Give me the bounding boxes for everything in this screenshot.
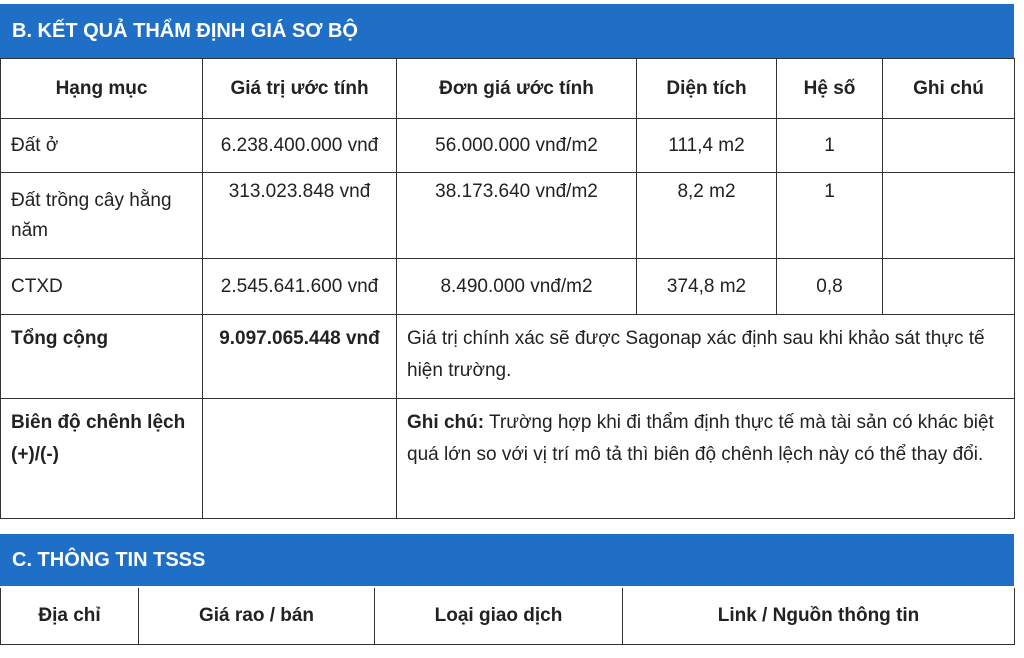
col-header-unit-price: Đơn giá ước tính xyxy=(397,59,637,119)
comparable-assets-table xyxy=(0,588,1015,645)
total-label: Tổng cộng xyxy=(1,315,203,399)
cell-item: Đất trồng cây hằng năm xyxy=(1,173,203,259)
col-header-transaction-type: Loại giao dịch xyxy=(375,588,623,644)
total-value: 9.097.065.448 vnđ xyxy=(203,315,397,399)
range-note xyxy=(397,399,1015,519)
total-description: Giá trị chính xác sẽ được Sagonap xác định sau khi khảo sát thực tế hiện trường. xyxy=(397,315,1015,399)
cell-unit-price: 56.000.000 vnđ/m2 xyxy=(397,119,637,173)
cell-coef: 1 xyxy=(777,173,883,259)
table-row xyxy=(1,119,1015,173)
cell-unit-price: 38.173.640 vnđ/m2 xyxy=(397,173,637,259)
cell-note xyxy=(883,173,1015,259)
range-note-label: Ghi chú: xyxy=(407,412,485,433)
valuation-table xyxy=(0,58,1015,519)
section-b-title: B. KẾT QUẢ THẨM ĐỊNH GIÁ SƠ BỘ xyxy=(12,19,358,42)
section-c-header xyxy=(0,534,1014,586)
cell-area: 374,8 m2 xyxy=(637,259,777,315)
cell-unit-price: 8.490.000 vnđ/m2 xyxy=(397,259,637,315)
cell-coef: 0,8 xyxy=(777,259,883,315)
col-header-source: Link / Nguồn thông tin xyxy=(623,588,1015,644)
col-header-value: Giá trị ước tính xyxy=(203,59,397,119)
col-header-item: Hạng mục xyxy=(1,59,203,119)
range-note-text: Trường hợp khi đi thẩm định thực tế mà tài sản có khác biệt quá lớn so với vị trí mô tả thì biên độ chênh lệch này có thể thay đổi. xyxy=(407,412,994,465)
cell-area: 111,4 m2 xyxy=(637,119,777,173)
cell-coef: 1 xyxy=(777,119,883,173)
section-c-title: C. THÔNG TIN TSSS xyxy=(12,548,206,571)
cell-note xyxy=(883,259,1015,315)
range-value xyxy=(203,399,397,519)
col-header-note: Ghi chú xyxy=(883,59,1015,119)
cell-area: 8,2 m2 xyxy=(637,173,777,259)
cell-value: 2.545.641.600 vnđ xyxy=(203,259,397,315)
col-header-area: Diện tích xyxy=(637,59,777,119)
total-row xyxy=(1,315,1015,399)
col-header-price: Giá rao / bán xyxy=(139,588,375,644)
cell-note xyxy=(883,119,1015,173)
table-header-row xyxy=(1,59,1015,119)
col-header-coef: Hệ số xyxy=(777,59,883,119)
table-header-row xyxy=(1,588,1015,644)
table-row xyxy=(1,259,1015,315)
cell-item: Đất ở xyxy=(1,119,203,173)
cell-item: CTXD xyxy=(1,259,203,315)
col-header-address: Địa chỉ xyxy=(1,588,139,644)
range-label: Biên độ chênh lệch (+)/(-) xyxy=(1,399,203,519)
section-b-header xyxy=(0,4,1014,58)
cell-value: 313.023.848 vnđ xyxy=(203,173,397,259)
range-row xyxy=(1,399,1015,519)
cell-value: 6.238.400.000 vnđ xyxy=(203,119,397,173)
table-row xyxy=(1,173,1015,259)
